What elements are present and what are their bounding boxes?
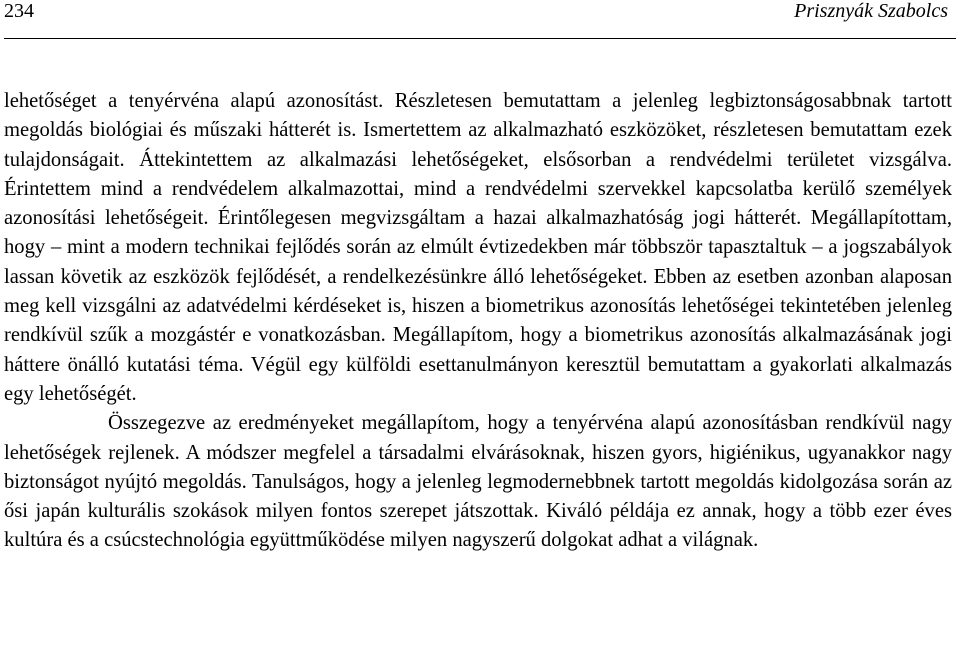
paragraph-2: Összegezve az eredményeket megállapítom, hogy a tenyérvéna alapú azonosításban rendkívül nagy lehetőségek rejlenek. A módszer megfelel a társadalmi elvárásoknak, hiszen gyors, higiénikus, ugyanakkor nagy biztonságot nyújtó megoldás. Tanulságos, hogy a jelenleg legmodernebbnek tartott megoldás kidolgozása során az ősi japán kulturális szokások milyen fontos szerepet játszottak. Kiváló példája ez annak, hogy a több ezer éves kultúra és a csúcstechnológia együttműködése milyen nagyszerű dolgokat adhat a világnak. (4, 412, 952, 552)
header-rule (4, 38, 956, 39)
page-number: 234 (4, 0, 34, 22)
body-text (4, 87, 952, 556)
page-header (4, 0, 948, 40)
paragraph-1: lehetőséget a tenyérvéna alapú azonosítást. Részletesen bemutattam a jelenleg legbiztonságosabbnak tartott megoldás biológiai és műszaki hátterét is. Ismertettem az alkalmazható eszközöket, részletesen bemutattam ezek tulajdonságait. Áttekintettem az alkalmazási lehetőségeket, elsősorban a rendvédelmi területet vizsgálva. Érintettem mind a rendvédelem alkalmazottai, mind a rendvédelmi szervekkel kapcsolatba kerülő személyek azonosítási lehetőségeit. Érintőlegesen megvizsgáltam a hazai alkalmazhatóság jogi hátterét. Megállapítottam, hogy – mint a modern technikai fejlődés során az elmúlt évtizedekben már többször tapasztaltuk – a jogszabályok lassan követik az eszközök fejlődését, a rendelkezésünkre álló lehetőségeket. Ebben az esetben azonban alaposan meg kell vizsgálni az adatvédelmi kérdéseket is, hiszen a biometrikus azonosítás lehetőségei tekintetében jelenleg rendkívül szűk a mozgástér e vonatkozásban. Megállapítom, hogy a biometrikus azonosítás alkalmazásának jogi háttere önálló kutatási téma. Végül egy külföldi esettanulmányon keresztül bemutattam a gyakorlati alkalmazás egy lehetőségét. (4, 90, 952, 405)
running-head-author: Prisznyák Szabolcs (794, 0, 948, 22)
